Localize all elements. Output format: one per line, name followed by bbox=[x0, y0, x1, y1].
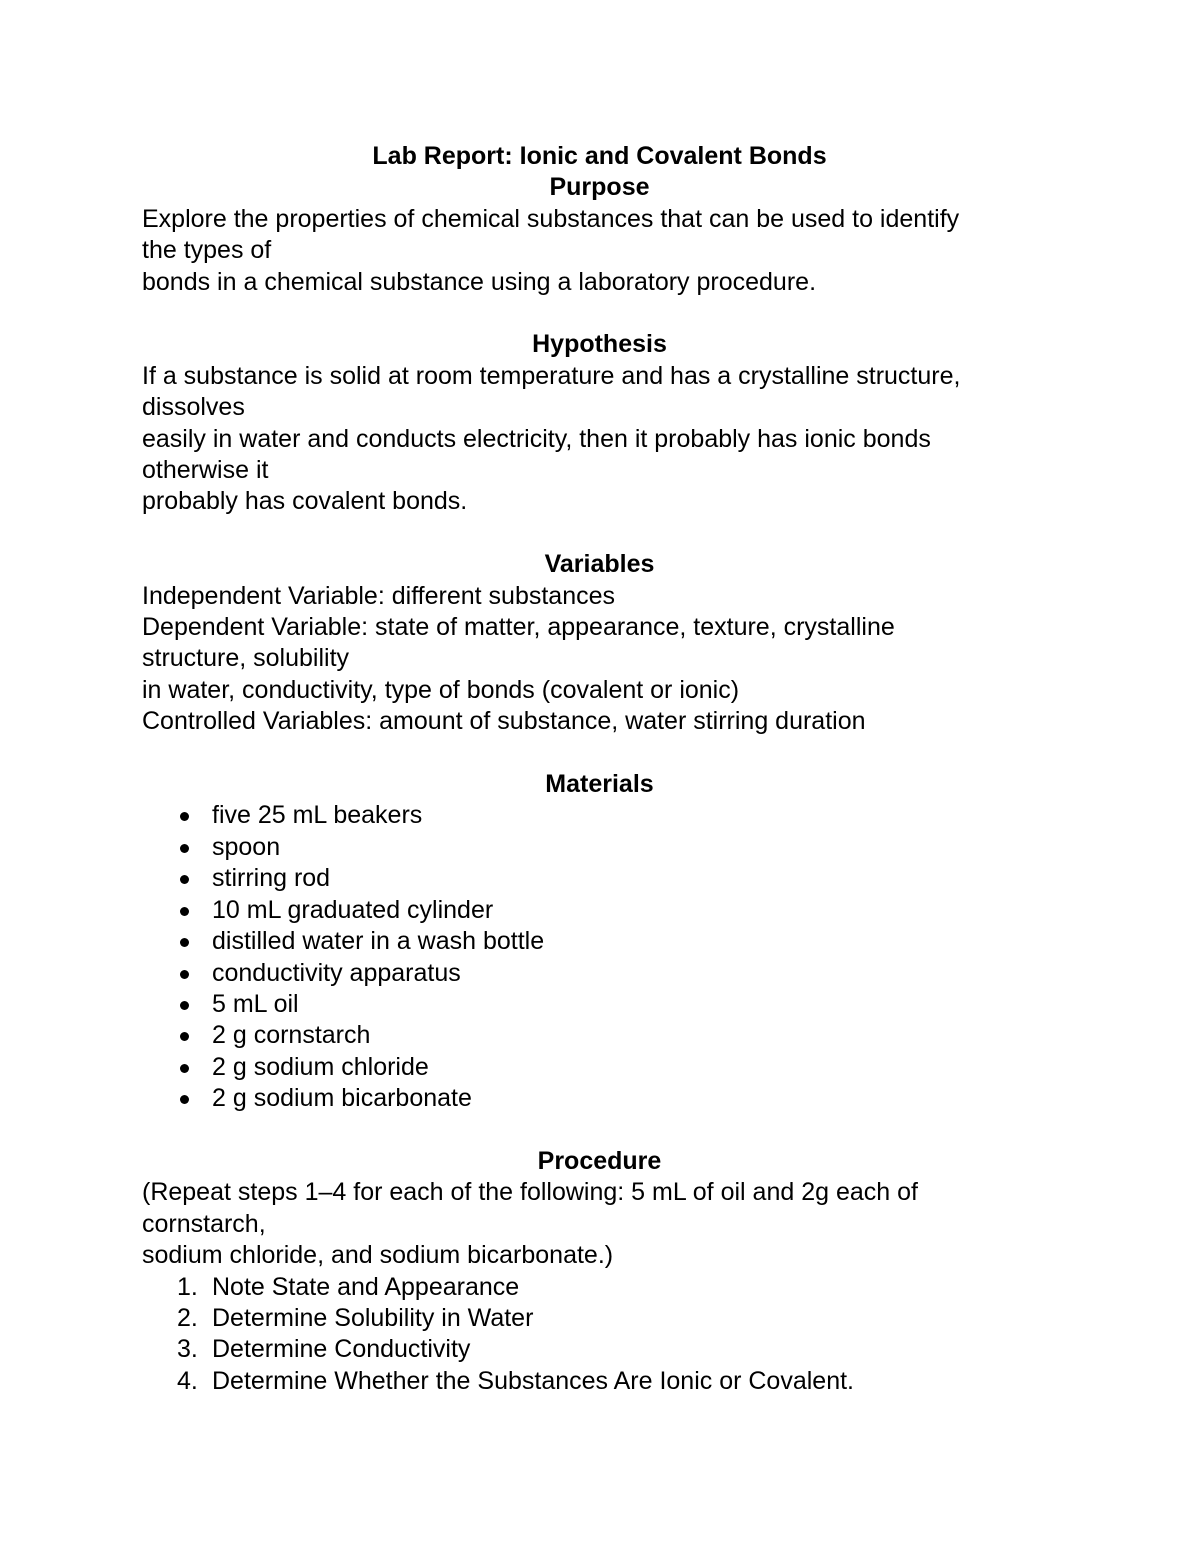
purpose-line: Explore the properties of chemical substances that can be used to identify bbox=[142, 204, 960, 233]
procedure-step bbox=[142, 1303, 1057, 1334]
step-text: Determine Whether the Substances Are Ionic or Covalent. bbox=[212, 1366, 854, 1395]
variables-heading: Variables bbox=[544, 550, 655, 579]
list-item: 2 g cornstarch bbox=[142, 1020, 1057, 1051]
variables-section bbox=[142, 549, 1057, 737]
step-number: 2. bbox=[177, 1303, 198, 1332]
spacer bbox=[142, 298, 1057, 329]
materials-list bbox=[142, 800, 1057, 1114]
purpose-line: the types of bbox=[142, 236, 272, 265]
list-item: five 25 mL beakers bbox=[142, 800, 1057, 831]
step-number: 1. bbox=[177, 1272, 198, 1301]
procedure-intro-line: sodium chloride, and sodium bicarbonate.) bbox=[142, 1241, 614, 1270]
hypothesis-heading: Hypothesis bbox=[532, 330, 667, 359]
procedure-steps bbox=[142, 1272, 1057, 1398]
procedure-step bbox=[142, 1366, 1057, 1397]
step-text: Determine Solubility in Water bbox=[212, 1303, 534, 1332]
list-item: 2 g sodium chloride bbox=[142, 1052, 1057, 1083]
spacer bbox=[142, 518, 1057, 549]
list-item: distilled water in a wash bottle bbox=[142, 926, 1057, 957]
purpose-line: bonds in a chemical substance using a laboratory procedure. bbox=[142, 267, 817, 296]
procedure-step bbox=[142, 1272, 1057, 1303]
spacer bbox=[142, 1115, 1057, 1146]
procedure-step bbox=[142, 1334, 1057, 1365]
variables-line: Independent Variable: different substances bbox=[142, 581, 616, 610]
variables-line: Controlled Variables: amount of substance, water stirring duration bbox=[142, 707, 866, 736]
hypothesis-section bbox=[142, 329, 1057, 517]
list-item: 2 g sodium bicarbonate bbox=[142, 1083, 1057, 1114]
list-item: 10 mL graduated cylinder bbox=[142, 895, 1057, 926]
step-number: 4. bbox=[177, 1366, 198, 1395]
hypothesis-line: If a substance is solid at room temperature and has a crystalline structure, bbox=[142, 361, 961, 390]
variables-line: Dependent Variable: state of matter, appearance, texture, crystalline bbox=[142, 613, 895, 642]
variables-line: structure, solubility bbox=[142, 644, 350, 673]
document-title: Lab Report: Ionic and Covalent Bonds bbox=[372, 142, 827, 170]
step-number: 3. bbox=[177, 1335, 198, 1364]
purpose-heading: Purpose bbox=[549, 173, 650, 202]
list-item: conductivity apparatus bbox=[142, 958, 1057, 989]
step-text: Determine Conductivity bbox=[212, 1335, 471, 1364]
list-item: 5 mL oil bbox=[142, 989, 1057, 1020]
procedure-intro-line: cornstarch, bbox=[142, 1209, 266, 1238]
procedure-section bbox=[142, 1146, 1057, 1397]
document-page bbox=[142, 141, 1057, 1397]
list-item: stirring rod bbox=[142, 863, 1057, 894]
hypothesis-line: otherwise it bbox=[142, 456, 269, 485]
hypothesis-line: easily in water and conducts electricity, then it probably has ionic bonds bbox=[142, 424, 931, 453]
materials-section bbox=[142, 769, 1057, 1114]
hypothesis-line: probably has covalent bonds. bbox=[142, 487, 468, 516]
step-text: Note State and Appearance bbox=[212, 1272, 520, 1301]
hypothesis-line: dissolves bbox=[142, 393, 245, 422]
list-item: spoon bbox=[142, 832, 1057, 863]
variables-line: in water, conductivity, type of bonds (covalent or ionic) bbox=[142, 675, 740, 704]
materials-heading: Materials bbox=[545, 770, 654, 799]
purpose-section bbox=[142, 172, 1057, 298]
procedure-heading: Procedure bbox=[537, 1146, 662, 1175]
procedure-intro-line: (Repeat steps 1–4 for each of the following: 5 mL of oil and 2g each of bbox=[142, 1178, 918, 1207]
spacer bbox=[142, 738, 1057, 769]
